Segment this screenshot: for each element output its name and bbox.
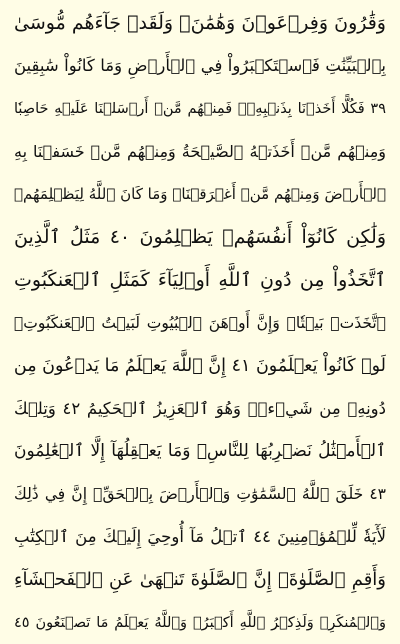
text-line: ٣٩ فَكُلًّا أَخَذۡنَا بِذَنۢبِهِۦۖ فَمِنۡهُم مَّنۡ أَرۡسَلۡنَا عَلَيۡهِ حَاصِبٗا xyxy=(14,100,386,117)
text-line: دُونِهِۦ مِن شَيۡءٖۚ وَهُوَ ٱلۡعَزِيزُ ٱلۡحَكِيمُ ٤٢ وَتِلۡكَ xyxy=(14,398,386,418)
text-line: وَلَٰكِن كَانُوٓاْ أَنفُسَهُمۡ يَظۡلِمُونَ ٤٠ مَثَلُ ٱلَّذِينَ xyxy=(14,226,386,249)
text-line: بِٱلۡبَيِّنَٰتِ فَٱسۡتَكۡبَرُواْ فِي ٱلۡأَرۡضِ وَمَا كَانُواْ سَٰبِقِينَ xyxy=(14,55,386,75)
text-line: ٱتَّخَذَتۡ بَيۡتٗاۖ وَإِنَّ أَوۡهَنَ ٱلۡبُيُوتِ لَبَيۡتُ ٱلۡعَنكَبُوتِۚ xyxy=(14,313,386,332)
text-line: وَمِنۡهُم مَّنۡ أَخَذَتۡهُ ٱلصَّيۡحَةُ وَمِنۡهُم مَّنۡ خَسَفۡنَا بِهِ xyxy=(14,141,386,161)
text-line: لَأٓيَةٗ لِّلۡمُؤۡمِنِينَ ٤٤ ٱتۡلُ مَآ أُوحِيَ إِلَيۡكَ مِنَ ٱلۡكِتَٰبِ xyxy=(14,527,386,547)
text-lines xyxy=(14,6,386,640)
text-line: وَأَقِمِ ٱلصَّلَوٰةَۖ إِنَّ ٱلصَّلَوٰةَ تَنۡهَىٰ عَنِ ٱلۡفَحۡشَآءِ xyxy=(14,568,386,590)
text-line: ٤٣ خَلَقَ ٱللَّهُ ٱلسَّمَٰوَٰتِ وَٱلۡأَرۡضَ بِٱلۡحَقِّۚ إِنَّ فِي ذَٰلِكَ xyxy=(14,485,386,504)
text-line: لَوۡ كَانُواْ يَعۡلَمُونَ ٤١ إِنَّ ٱللَّهَ يَعۡلَمُ مَا يَدۡعُونَ مِن xyxy=(14,355,386,376)
text-line: ٱلۡأَمۡثَٰلُ نَضۡرِبُهَا لِلنَّاسِۖ وَمَا يَعۡقِلُهَآ إِلَّا ٱلۡعَٰلِمُونَ xyxy=(14,441,386,462)
text-line: ٱلۡأَرۡضَ وَمِنۡهُم مَّنۡ أَغۡرَقۡنَاۚ وَمَا كَانَ ٱللَّهُ لِيَظۡلِمَهُمۡ xyxy=(14,185,386,204)
text-line: وَقَٰرُونَ وَفِرۡعَوۡنَ وَهَٰمَٰنَۖ وَلَقَدۡ جَآءَهُم مُّوسَىٰ xyxy=(14,12,386,34)
text-line: ٱتَّخَذُواْ مِن دُونِ ٱللَّهِ أَوۡلِيَآءَ كَمَثَلِ ٱلۡعَنكَبُوتِ xyxy=(14,269,386,292)
text-line: وَٱلۡمُنكَرِۗ وَلَذِكۡرُ ٱللَّهِ أَكۡبَرُۗ وَٱللَّهُ يَعۡلَمُ مَا تَصۡنَعُونَ ٤٥ xyxy=(14,614,386,631)
